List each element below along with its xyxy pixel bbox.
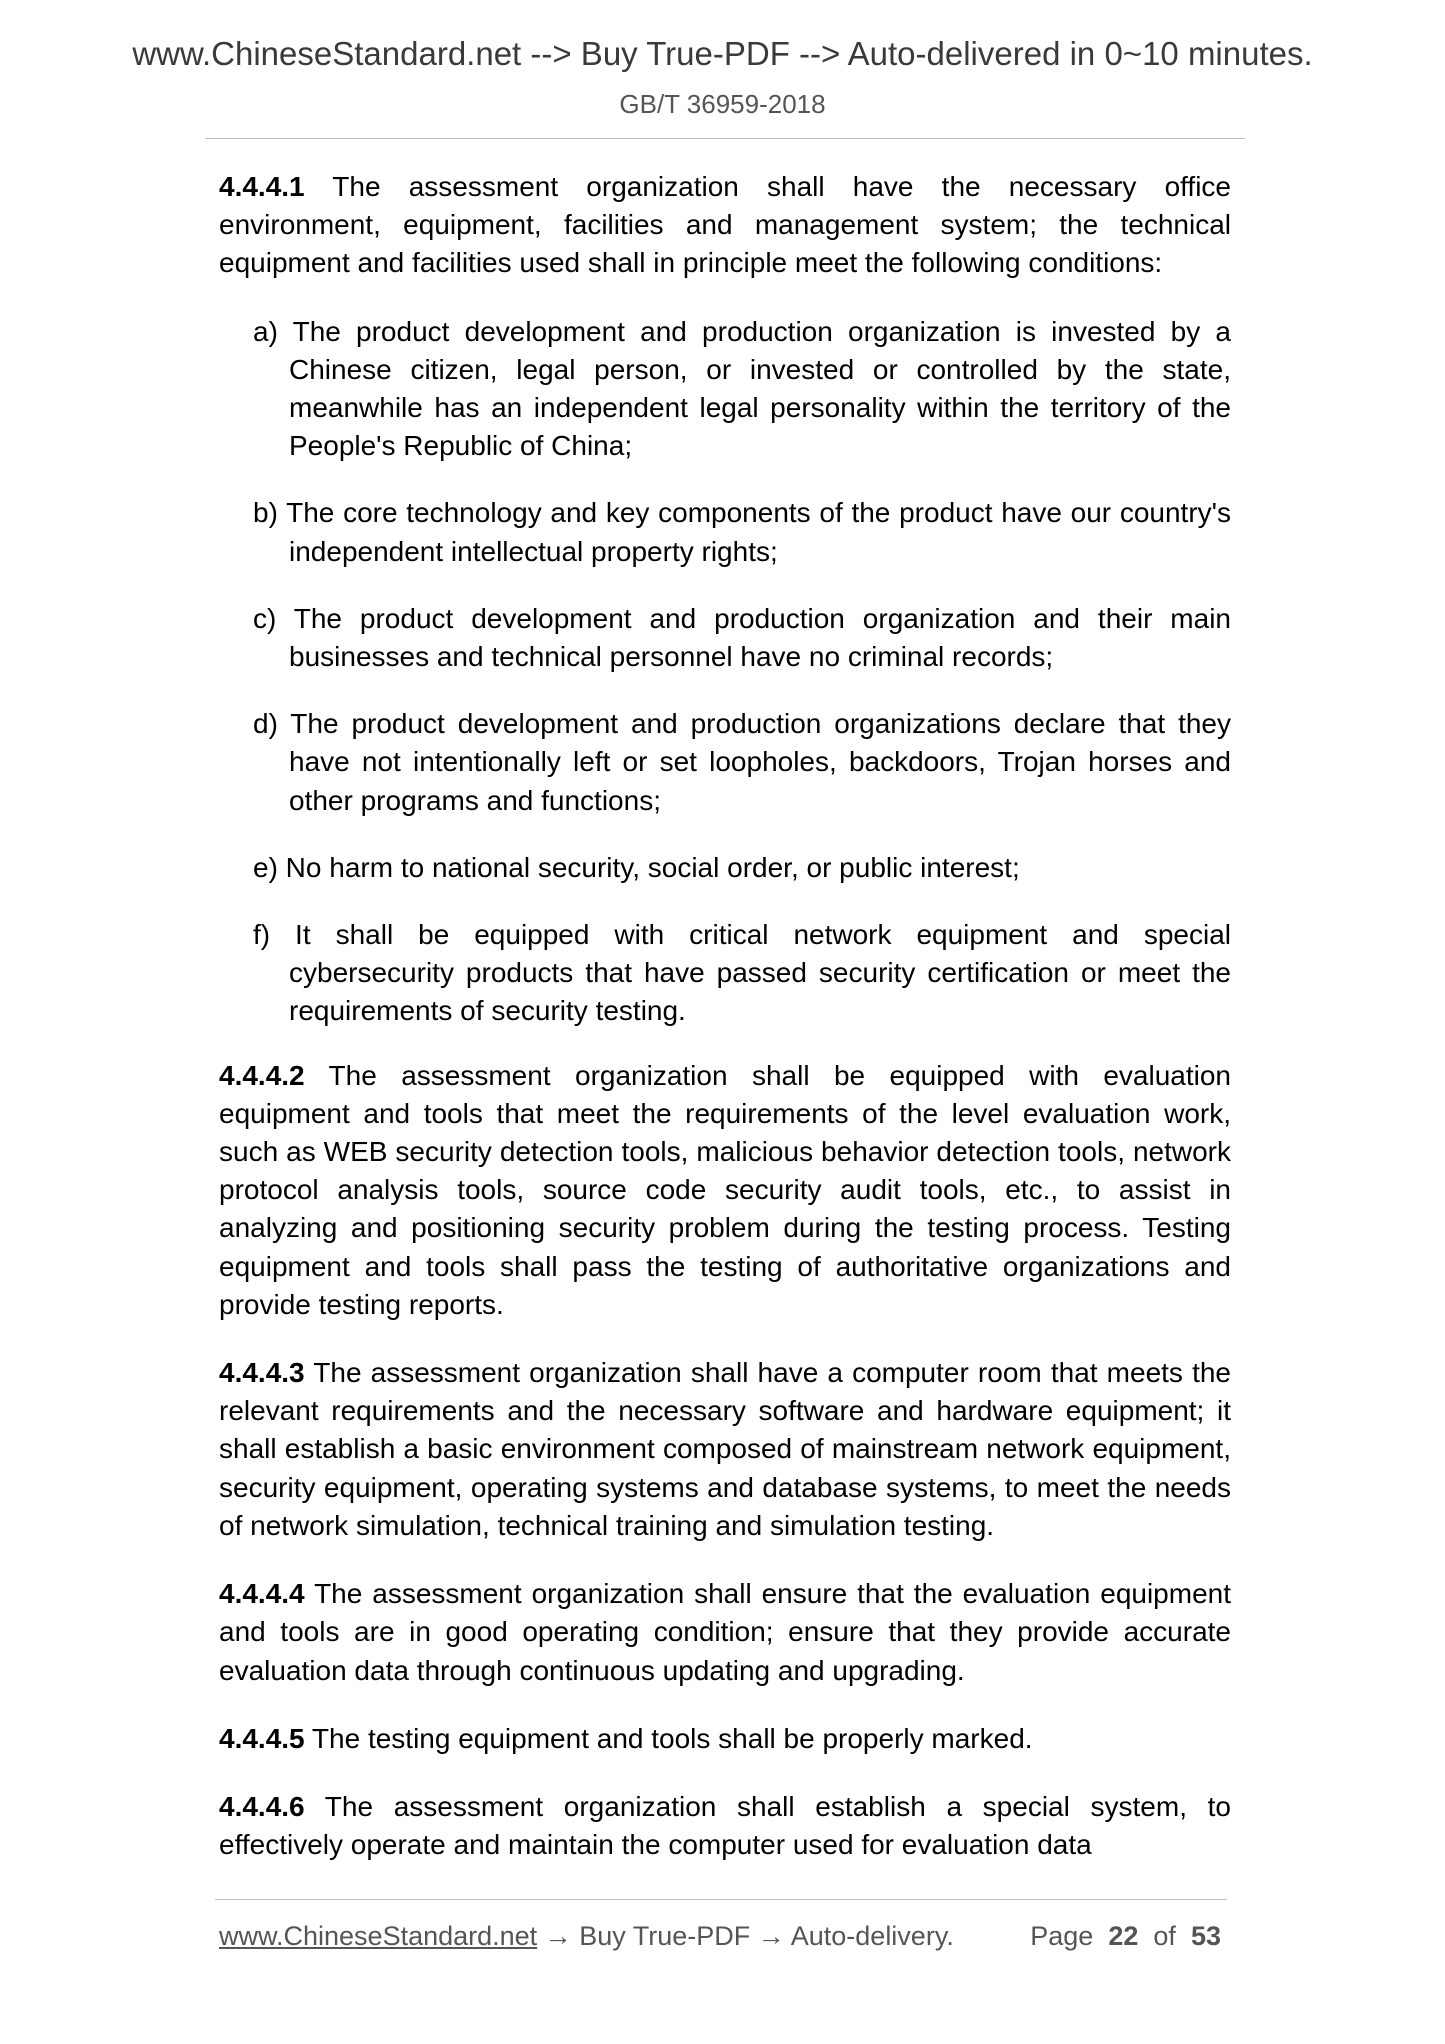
- clause-4-4-4-4: [219, 1575, 1231, 1690]
- site-banner: www.ChineseStandard.net --> Buy True-PDF --> Auto-delivered in 0~10 minutes.: [132, 35, 1313, 72]
- footer-tagline: → Buy True-PDF → Auto-delivery.: [537, 1921, 954, 1951]
- list-item: e) No harm to national security, social order, or public interest;: [253, 851, 1020, 883]
- conditions-list: [219, 313, 1231, 1031]
- clause-4-4-4-1: [219, 168, 1231, 283]
- clause-number: 4.4.4.1: [219, 171, 305, 202]
- standard-code: GB/T 36959-2018: [619, 89, 826, 119]
- clause-number: 4.4.4.4: [219, 1578, 305, 1610]
- clause-text: The assessment organization shall have the necessary office environment, equipment, facilities and management system; the technical equipment and facilities used shall in principle meet the following conditions:: [219, 171, 1231, 279]
- header-divider: [205, 138, 1245, 139]
- clause-text: The assessment organization shall establish a special system, to effectively operate and maintain the computer used for evaluation data: [219, 1790, 1231, 1861]
- clause-text: The testing equipment and tools shall be properly marked.: [304, 1722, 1033, 1754]
- clause-4-4-4-3: [219, 1354, 1231, 1545]
- clause-number: 4.4.4.2: [219, 1059, 305, 1091]
- clause-number: 4.4.4.5: [219, 1722, 305, 1754]
- clause-4-4-4-6: [219, 1788, 1231, 1864]
- clause-4-4-4-5: [219, 1720, 1231, 1758]
- page-indicator: [1030, 1918, 1221, 1954]
- list-item: f) It shall be equipped with critical network equipment and special cybersecurity products that have passed security certification or meet the requirements of security testing.: [253, 919, 1231, 1027]
- list-item: c) The product development and production organization and their main businesses and technical personnel have no criminal records;: [253, 602, 1231, 673]
- list-item: d) The product development and production organizations declare that they have not intentionally left or set loopholes, backdoors, Trojan horses and other programs and functions;: [253, 708, 1231, 816]
- list-item: b) The core technology and key components of the product have our country's independent intellectual property rights;: [253, 497, 1231, 567]
- site-link[interactable]: www.ChineseStandard.net: [219, 1921, 538, 1951]
- page-current: 22: [1108, 1921, 1139, 1951]
- list-item: a) The product development and production organization is invested by a Chinese citizen, legal person, or invested or controlled by the state, meanwhile has an independent legal personality within the territory of the People's Republic of China;: [253, 315, 1231, 462]
- clause-text: The assessment organization shall ensure that the evaluation equipment and tools are in good operating condition; ensure that they provide accurate evaluation data through continuous updating and upgrading.: [219, 1578, 1231, 1686]
- page-footer: [219, 1918, 1229, 1954]
- clause-text: The assessment organization shall be equipped with evaluation equipment and tools that meet the requirements of the level evaluation work, such as WEB security detection tools, malicious behavior detection tools, network protocol analysis tools, source code security audit tools, etc., to assist in analyzing and positioning security problem during the testing process. Testing equipment and tools shall pass the testing of authoritative organizations and provide testing reports.: [219, 1059, 1231, 1320]
- page-total: 53: [1190, 1921, 1221, 1951]
- clause-number: 4.4.4.6: [219, 1790, 305, 1822]
- page-word: Page: [1030, 1921, 1094, 1951]
- footer-promo: [219, 1918, 954, 1954]
- footer-divider: [215, 1899, 1227, 1900]
- clause-number: 4.4.4.3: [219, 1357, 305, 1389]
- clause-4-4-4-2: [219, 1057, 1231, 1324]
- clause-text: The assessment organization shall have a computer room that meets the relevant requirements and the necessary software and hardware equipment; it shall establish a basic environment composed of mainstream network equipment, security equipment, operating systems and database systems, to meet the needs of network simulation, technical training and simulation testing.: [219, 1357, 1231, 1541]
- of-word: of: [1153, 1921, 1176, 1951]
- document-body: [219, 168, 1231, 1894]
